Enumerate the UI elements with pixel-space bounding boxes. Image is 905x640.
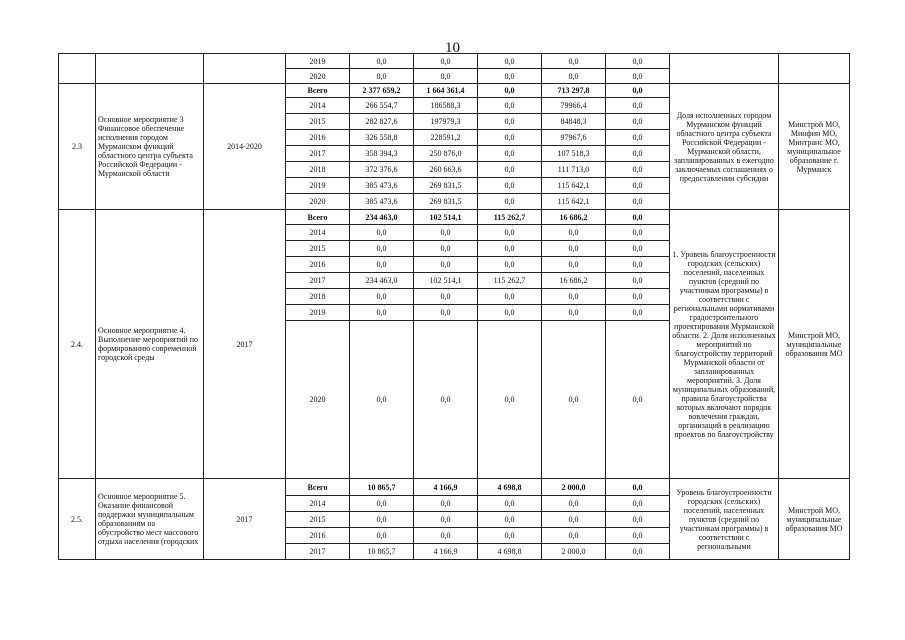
table-row: [59, 54, 850, 69]
year-cell: Всего: [286, 84, 350, 98]
amount-cell: 0,0: [478, 162, 542, 178]
amount-cell: 115 642,1: [542, 194, 606, 210]
activity-name: Основное мероприятие 3 Финансовое обеспечение исполнения городом Мурманском функций областного центра субъекта Российской Федерации - Мурманской области: [96, 84, 204, 210]
amount-cell: 0,0: [478, 178, 542, 194]
amount-cell: 0,0: [478, 54, 542, 69]
amount-cell: 0,0: [606, 225, 670, 241]
amount-cell: 0,0: [414, 321, 478, 479]
year-cell: 2017: [286, 544, 350, 560]
year-cell: 2019: [286, 305, 350, 321]
year-cell: 2015: [286, 512, 350, 528]
table-row: [59, 210, 850, 225]
amount-cell: 385 473,6: [350, 178, 414, 194]
amount-cell: 0,0: [606, 544, 670, 560]
year-cell: 2019: [286, 54, 350, 69]
year-cell: Всего: [286, 210, 350, 225]
amount-cell: 0,0: [606, 84, 670, 98]
amount-cell: 266 554,7: [350, 98, 414, 114]
amount-cell: 0,0: [606, 69, 670, 84]
amount-cell: 0,0: [478, 241, 542, 257]
year-cell: 2018: [286, 289, 350, 305]
amount-cell: 358 394,3: [350, 146, 414, 162]
amount-cell: 186588,3: [414, 98, 478, 114]
amount-cell: 79966,4: [542, 98, 606, 114]
amount-cell: 0,0: [542, 528, 606, 544]
year-cell: 2017: [286, 146, 350, 162]
indicator-cell: [670, 54, 779, 84]
amount-cell: 0,0: [478, 305, 542, 321]
amount-cell: 0,0: [350, 512, 414, 528]
amount-cell: 0,0: [414, 257, 478, 273]
section-number: 2.5.: [59, 479, 96, 560]
year-cell: 2020: [286, 321, 350, 479]
amount-cell: 0,0: [478, 512, 542, 528]
year-cell: 2019: [286, 178, 350, 194]
table-row: [59, 84, 850, 98]
amount-cell: 0,0: [606, 194, 670, 210]
amount-cell: 0,0: [606, 321, 670, 479]
amount-cell: 0,0: [542, 289, 606, 305]
amount-cell: 1 664 361,4: [414, 84, 478, 98]
amount-cell: 260 663,6: [414, 162, 478, 178]
amount-cell: 269 831,5: [414, 178, 478, 194]
amount-cell: 0,0: [478, 84, 542, 98]
amount-cell: 0,0: [606, 98, 670, 114]
amount-cell: 326 558,8: [350, 130, 414, 146]
amount-cell: 385 473,6: [350, 194, 414, 210]
year-cell: 2018: [286, 162, 350, 178]
amount-cell: 16 686,2: [542, 210, 606, 225]
amount-cell: 0,0: [606, 146, 670, 162]
amount-cell: 0,0: [414, 528, 478, 544]
amount-cell: 0,0: [542, 225, 606, 241]
period-cell: [204, 54, 286, 84]
amount-cell: 234 463,0: [350, 273, 414, 289]
amount-cell: 0,0: [542, 321, 606, 479]
amount-cell: 97967,6: [542, 130, 606, 146]
amount-cell: 0,0: [350, 496, 414, 512]
period-cell: 2014-2020: [204, 84, 286, 210]
amount-cell: 0,0: [542, 257, 606, 273]
amount-cell: 10 865,7: [350, 479, 414, 496]
amount-cell: 713 297,8: [542, 84, 606, 98]
amount-cell: 2 000,0: [542, 544, 606, 560]
amount-cell: 269 831,5: [414, 194, 478, 210]
section-number: 2.4.: [59, 210, 96, 479]
amount-cell: 0,0: [606, 305, 670, 321]
amount-cell: 0,0: [478, 98, 542, 114]
amount-cell: 0,0: [350, 225, 414, 241]
amount-cell: 0,0: [606, 114, 670, 130]
amount-cell: 0,0: [478, 528, 542, 544]
amount-cell: 0,0: [606, 130, 670, 146]
amount-cell: 0,0: [606, 257, 670, 273]
amount-cell: 197979,3: [414, 114, 478, 130]
amount-cell: 102 514,1: [414, 273, 478, 289]
amount-cell: 234 463,0: [350, 210, 414, 225]
year-cell: 2016: [286, 528, 350, 544]
year-cell: 2015: [286, 241, 350, 257]
budget-table: [58, 53, 850, 560]
amount-cell: 0,0: [414, 241, 478, 257]
year-cell: 2016: [286, 257, 350, 273]
year-cell: 2014: [286, 225, 350, 241]
amount-cell: 0,0: [606, 273, 670, 289]
year-cell: Всего: [286, 479, 350, 496]
amount-cell: 282 827,6: [350, 114, 414, 130]
amount-cell: 228591,2: [414, 130, 478, 146]
amount-cell: 0,0: [478, 194, 542, 210]
year-cell: 2016: [286, 130, 350, 146]
amount-cell: 0,0: [542, 305, 606, 321]
amount-cell: 0,0: [414, 305, 478, 321]
amount-cell: 2 377 659,2: [350, 84, 414, 98]
amount-cell: 0,0: [478, 289, 542, 305]
amount-cell: 0,0: [478, 321, 542, 479]
period-cell: 2017: [204, 479, 286, 560]
amount-cell: 0,0: [606, 178, 670, 194]
amount-cell: 0,0: [350, 289, 414, 305]
section-number: 2.3: [59, 84, 96, 210]
executors-cell: Минстрой МО, муниципальные образования МО: [779, 479, 850, 560]
amount-cell: 0,0: [478, 496, 542, 512]
indicator-cell: 1. Уровень благоустроенности городских (сельских) поселений, населенных пунктов (средний по участникам программы) в соответствии с региональными нормативами градостроительного проектирования Мурманской области. 2. Доля исполненных мероприятий по благоустройству территорий Мурманской области от запланированных мероприятий. 3. Доля муниципальных образований, правила благоустройства которых включают порядок вовлечения граждан, организаций в реализацию проектов по благоустройству: [670, 210, 779, 479]
amount-cell: 4 698,8: [478, 479, 542, 496]
year-cell: 2020: [286, 69, 350, 84]
amount-cell: 4 698,8: [478, 544, 542, 560]
executors-cell: Минстрой МО, Минфин МО, Минтранс МО, муниципальное образование г. Мурманск: [779, 84, 850, 210]
amount-cell: 0,0: [606, 479, 670, 496]
amount-cell: 0,0: [478, 146, 542, 162]
amount-cell: 111 713,0: [542, 162, 606, 178]
amount-cell: 0,0: [414, 289, 478, 305]
indicator-cell: Доля исполненных городом Мурманском функций областного центра субъекта Российской Федерации - Мурманской области, запланированных в ежегодно заключаемых соглашениях о предоставлении субсидии: [670, 84, 779, 210]
amount-cell: 0,0: [414, 54, 478, 69]
amount-cell: 0,0: [478, 130, 542, 146]
amount-cell: 10 865,7: [350, 544, 414, 560]
amount-cell: 84848,3: [542, 114, 606, 130]
amount-cell: 0,0: [350, 54, 414, 69]
amount-cell: 115 262,7: [478, 273, 542, 289]
amount-cell: 2 000,0: [542, 479, 606, 496]
amount-cell: 0,0: [350, 321, 414, 479]
amount-cell: 0,0: [542, 69, 606, 84]
amount-cell: 0,0: [606, 289, 670, 305]
amount-cell: 0,0: [606, 512, 670, 528]
year-cell: 2014: [286, 98, 350, 114]
year-cell: 2020: [286, 194, 350, 210]
amount-cell: 250 876,0: [414, 146, 478, 162]
table-row: [59, 479, 850, 496]
amount-cell: 0,0: [606, 162, 670, 178]
num-cell: [59, 54, 96, 84]
amount-cell: 0,0: [606, 210, 670, 225]
amount-cell: 0,0: [606, 54, 670, 69]
name-cell: [96, 54, 204, 84]
amount-cell: 0,0: [414, 512, 478, 528]
amount-cell: 0,0: [414, 69, 478, 84]
amount-cell: 0,0: [350, 241, 414, 257]
amount-cell: 0,0: [542, 54, 606, 69]
amount-cell: 0,0: [606, 528, 670, 544]
amount-cell: 115 262,7: [478, 210, 542, 225]
amount-cell: 115 642,1: [542, 178, 606, 194]
amount-cell: 107 518,3: [542, 146, 606, 162]
amount-cell: 0,0: [350, 528, 414, 544]
year-cell: 2015: [286, 114, 350, 130]
amount-cell: 4 166,9: [414, 544, 478, 560]
amount-cell: 0,0: [606, 241, 670, 257]
amount-cell: 0,0: [350, 257, 414, 273]
amount-cell: 0,0: [414, 496, 478, 512]
amount-cell: 0,0: [478, 69, 542, 84]
activity-name: Основное мероприятие 5. Оказание финансовой поддержки муниципальным образованиям на обустройство мест массового отдыха населения (городских: [96, 479, 204, 560]
indicator-cell: Уровень благоустроенности городских (сельских) поселений, населенных пунктов (средний по участникам программы) в соответствии с региональными: [670, 479, 779, 560]
amount-cell: 372 376,6: [350, 162, 414, 178]
amount-cell: 0,0: [606, 496, 670, 512]
amount-cell: 16 686,2: [542, 273, 606, 289]
year-cell: 2017: [286, 273, 350, 289]
period-cell: 2017: [204, 210, 286, 479]
amount-cell: 0,0: [350, 305, 414, 321]
amount-cell: 0,0: [350, 69, 414, 84]
executors-cell: Минстрой МО, муниципальные образования МО: [779, 210, 850, 479]
amount-cell: 0,0: [542, 496, 606, 512]
amount-cell: 0,0: [478, 257, 542, 273]
page-number: 10: [445, 40, 460, 56]
amount-cell: 102 514,1: [414, 210, 478, 225]
year-cell: 2014: [286, 496, 350, 512]
amount-cell: 0,0: [478, 225, 542, 241]
amount-cell: 0,0: [542, 241, 606, 257]
amount-cell: 0,0: [414, 225, 478, 241]
amount-cell: 0,0: [478, 114, 542, 130]
activity-name: Основное мероприятие 4. Выполнение мероприятий по формированию современной городской среды: [96, 210, 204, 479]
amount-cell: 4 166,9: [414, 479, 478, 496]
amount-cell: 0,0: [542, 512, 606, 528]
executor-cell: [779, 54, 850, 84]
